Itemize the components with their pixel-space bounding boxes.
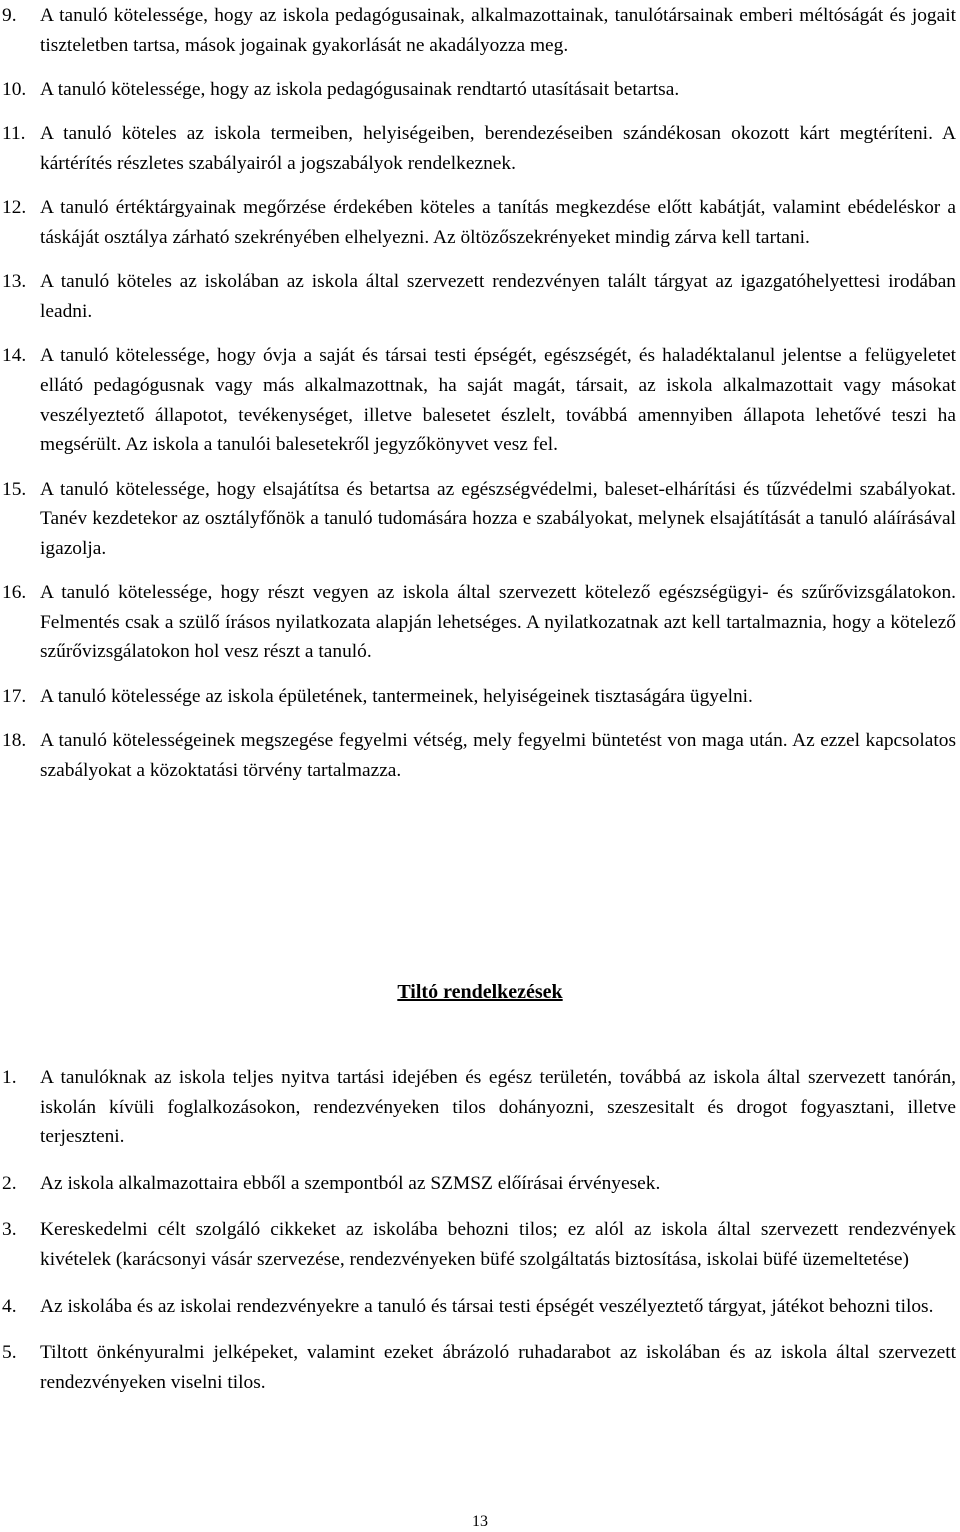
item-text: Az iskola alkalmazottaira ebből a szempontból az SZMSZ előírásai érvényesek. [40, 1172, 661, 1194]
item-number: 17. [2, 685, 27, 707]
list-item [0, 1292, 960, 1322]
list-item [0, 1338, 960, 1397]
student-duties-list [0, 1, 960, 800]
item-number: 14. [2, 345, 27, 367]
page-number: 13 [472, 1513, 488, 1530]
item-number: 4. [2, 1295, 17, 1317]
item-text: A tanuló kötelességeinek megszegése fegyelmi vétség, mely fegyelmi büntetést von maga után. Az ezzel kapcsolatos szabályokat a közoktatási törvény tartalmazza. [40, 730, 956, 781]
list-item [0, 1169, 960, 1199]
item-text: A tanuló értéktárgyainak megőrzése érdekében köteles a tanítás megkezdése előtt kabátját, valamint ebédeléskor a táskáját osztálya zárható szekrényében elhelyezni. Az öltözőszekrényeket mindig zárva kell tartani. [40, 197, 956, 248]
list-item [0, 341, 960, 459]
item-number: 18. [2, 730, 27, 752]
item-text: Tiltott önkényuralmi jelképeket, valamint ezeket ábrázoló ruhadarabot az iskolában és az iskola által szervezett rendezvényeken viselni tilos. [40, 1342, 956, 1393]
list-item [0, 578, 960, 667]
item-number: 15. [2, 478, 27, 500]
list-item [0, 119, 960, 178]
list-item [0, 267, 960, 326]
list-item [0, 726, 960, 785]
prohibitions-list [0, 1063, 960, 1414]
list-item [0, 1, 960, 60]
item-number: 9. [2, 5, 17, 26]
item-text: A tanuló köteles az iskola termeiben, helyiségeiben, berendezéseiben szándékosan okozott kárt megtéríteni. A kártérítés részletes szabályairól a jogszabályok rendelkeznek. [40, 123, 956, 174]
list-item [0, 682, 960, 712]
item-text: A tanuló kötelessége, hogy részt vegyen az iskola által szervezett kötelező egészségügyi- és szűrővizsgálatokon. Felmentés csak a szülő írásos nyilatkozata alapján lehetséges. A nyilatkozatnak azt kell tartalmaznia, hogy a kötelező szűrővizsgálatokon hol vesz részt a tanuló. [40, 582, 956, 663]
item-number: 2. [2, 1172, 17, 1194]
item-number: 13. [2, 271, 27, 293]
list-item [0, 75, 960, 105]
list-item [0, 193, 960, 252]
item-text: Az iskolába és az iskolai rendezvényekre a tanuló és társai testi épségét veszélyeztető tárgyat, játékot behozni tilos. [40, 1295, 934, 1317]
list-item [0, 475, 960, 564]
item-number: 12. [2, 197, 27, 219]
item-number: 10. [2, 78, 27, 100]
item-text: Kereskedelmi célt szolgáló cikkeket az iskolába behozni tilos; ez alól az iskola által szervezett rendezvények kivételek (karácsonyi vásár szervezése, rendezvényeken büfé szolgáltatás biztosítása, iskolai büfé üzemeltetése) [40, 1219, 956, 1270]
item-number: 5. [2, 1342, 17, 1364]
item-text: A tanuló kötelessége, hogy elsajátítsa és betartsa az egészségvédelmi, baleset-elhárítási és tűzvédelmi szabályokat. Tanév kezdetekor az osztályfőnök a tanuló tudomására hozza e szabályokat, melynek elsajátítását a tanuló aláírásával igazolja. [40, 478, 956, 559]
item-text: A tanuló kötelessége, hogy az iskola pedagógusainak rendtartó utasításait betartsa. [40, 78, 680, 100]
item-number: 1. [2, 1067, 17, 1088]
item-number: 16. [2, 582, 27, 604]
section-heading: Tiltó rendelkezések [397, 981, 563, 1003]
item-text: A tanuló köteles az iskolában az iskola által szervezett rendezvényen talált tárgyat az igazgatóhelyettesi irodában leadni. [40, 271, 956, 322]
item-text: A tanuló kötelessége, hogy óvja a saját és társai testi épségét, egészségét, és haladéktalanul jelentse a felügyeletet ellátó pedagógusnak vagy más alkalmazottnak, ha saját magát, társait, az iskola alkalmazottait vagy másokat veszélyeztető állapotot, tevékenységet, illetve balesetet észlelt, továbbá amennyiben állapota lehetővé teszi ha megsérült. Az iskola a tanulói balesetekről jegyzőkönyvet vesz fel. [40, 345, 956, 456]
item-text: A tanulóknak az iskola teljes nyitva tartási idejében és egész területén, továbbá az iskola által szervezett tanórán, iskolán kívüli foglalkozásokon, rendezvényeken tilos dohányozni, szeszesitalt és drogot fogyasztani, illetve terjeszteni. [40, 1067, 956, 1148]
list-item [0, 1215, 960, 1274]
list-item [0, 1063, 960, 1152]
item-text: A tanuló kötelessége, hogy az iskola pedagógusainak, alkalmazottainak, tanulótársainak emberi méltóságát és jogait tiszteletben tartsa, mások jogainak gyakorlását ne akadályozza meg. [40, 5, 956, 56]
item-number: 3. [2, 1219, 17, 1241]
item-text: A tanuló kötelessége az iskola épületének, tantermeinek, helyiségeinek tisztaságára ügyelni. [40, 685, 753, 707]
item-number: 11. [2, 123, 26, 145]
